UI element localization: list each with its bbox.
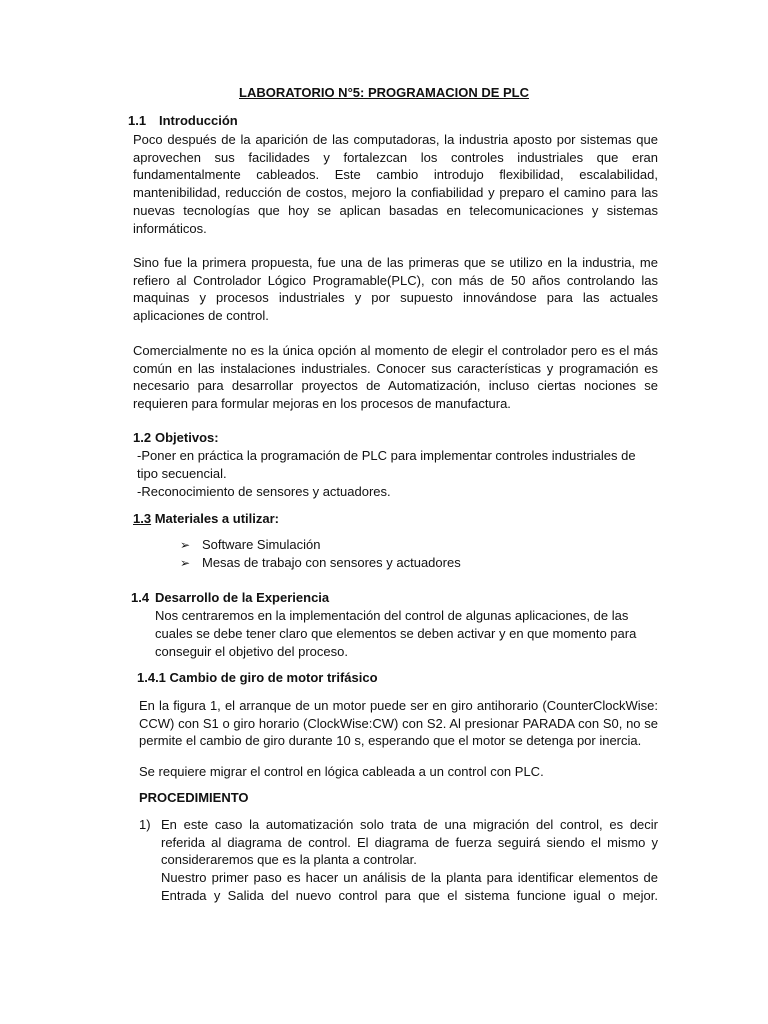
- section-1-4-1-heading: 1.4.1 Cambio de giro de motor trifásico: [137, 670, 378, 685]
- step-paragraph-continued: Nuestro primer paso es hacer un análisis de la planta para identificar elementos de Entrada y Salida del nuevo control para que el sistema funcione igual o mejor.: [161, 870, 658, 903]
- procedure-heading: PROCEDIMIENTO: [139, 790, 249, 805]
- section-title: Objetivos:: [155, 430, 219, 445]
- section-title: Desarrollo de la Experiencia: [155, 590, 330, 605]
- section-1-4-heading: [131, 590, 329, 605]
- intro-paragraph-2: Sino fue la primera propuesta, fue una de las primeras que se utilizo en la industria, me refiero al Controlador Lógico Programable(PLC), con más de 50 años controlando las maquinas y procesos industriales y por supuesto innovándose para las actuales aplicaciones de control.: [133, 255, 658, 324]
- section-number: 1.1: [128, 113, 147, 128]
- objective-line: tipo secuencial.: [137, 466, 227, 481]
- intro-paragraph-3: Comercialmente no es la única opción al momento de elegir el controlador pero es el más común en las instalaciones industriales. Conocer sus características y programación es necesario para desarrollar proyectos de Automatización, incluso ciertas nociones se requieren para formular mejoras en los procesos de manufactura.: [133, 343, 658, 412]
- section-number: 1.3: [133, 511, 152, 526]
- section-1-1-heading: [128, 113, 238, 128]
- section-number: 1.4: [131, 590, 150, 605]
- arrow-bullet-icon: ➢: [180, 538, 191, 552]
- arrow-bullet-icon: ➢: [180, 556, 191, 570]
- list-item: [180, 555, 461, 570]
- section-title: Introducción: [159, 113, 238, 128]
- list-item-text: Mesas de trabajo con sensores y actuadores: [202, 555, 461, 570]
- step-paragraph: En este caso la automatización solo trata de una migración del control, es decir referida al diagrama de control. El diagrama de fuerza seguirá siendo el mismo y consideraremos que es la planta a controlar.: [161, 817, 658, 868]
- motor-paragraph: En la figura 1, el arranque de un motor puede ser en giro antihorario (CounterClockWise: CCW) con S1 o giro horario (ClockWise:CW) con S2. Al presionar PARADA con S0, no se permite el cambio de giro durante 10 s, esperando que el motor se detenga por inercia.: [139, 698, 658, 749]
- document-title: LABORATORIO N°5: PROGRAMACION DE PLC: [239, 85, 529, 100]
- intro-paragraph-1: Poco después de la aparición de las computadoras, la industria aposto por sistemas que aprovechen sus facilidades y fortalezcan los controles industriales que eran fundamentalmente cableados. Este cambio introdujo flexibilidad, escalabilidad, mantenibilidad, reducción de costos, mejoro la confiabilidad y preparo el camino para las nuevas tecnologías que hoy se aplican basadas en telecomunicaciones y sistemas informáticos.: [133, 132, 658, 236]
- development-line: conseguir el objetivo del proceso.: [155, 644, 348, 659]
- development-line: Nos centraremos en la implementación del control de algunas aplicaciones, de las: [155, 608, 629, 623]
- section-title: Materiales a utilizar:: [154, 511, 279, 526]
- migration-paragraph: Se requiere migrar el control en lógica cableada a un control con PLC.: [139, 764, 544, 779]
- section-1-3-heading: [133, 511, 279, 526]
- objective-line: -Poner en práctica la programación de PLC para implementar controles industriales de: [137, 448, 636, 463]
- objective-line: -Reconocimiento de sensores y actuadores.: [137, 484, 391, 499]
- list-item-text: Software Simulación: [202, 537, 321, 552]
- list-item: [180, 537, 321, 552]
- section-number: 1.2: [133, 430, 152, 445]
- step-number: 1): [139, 817, 151, 832]
- development-line: cuales se debe tener claro que elementos se deben activar y en que momento para: [155, 626, 637, 641]
- section-1-2-heading: [133, 430, 219, 445]
